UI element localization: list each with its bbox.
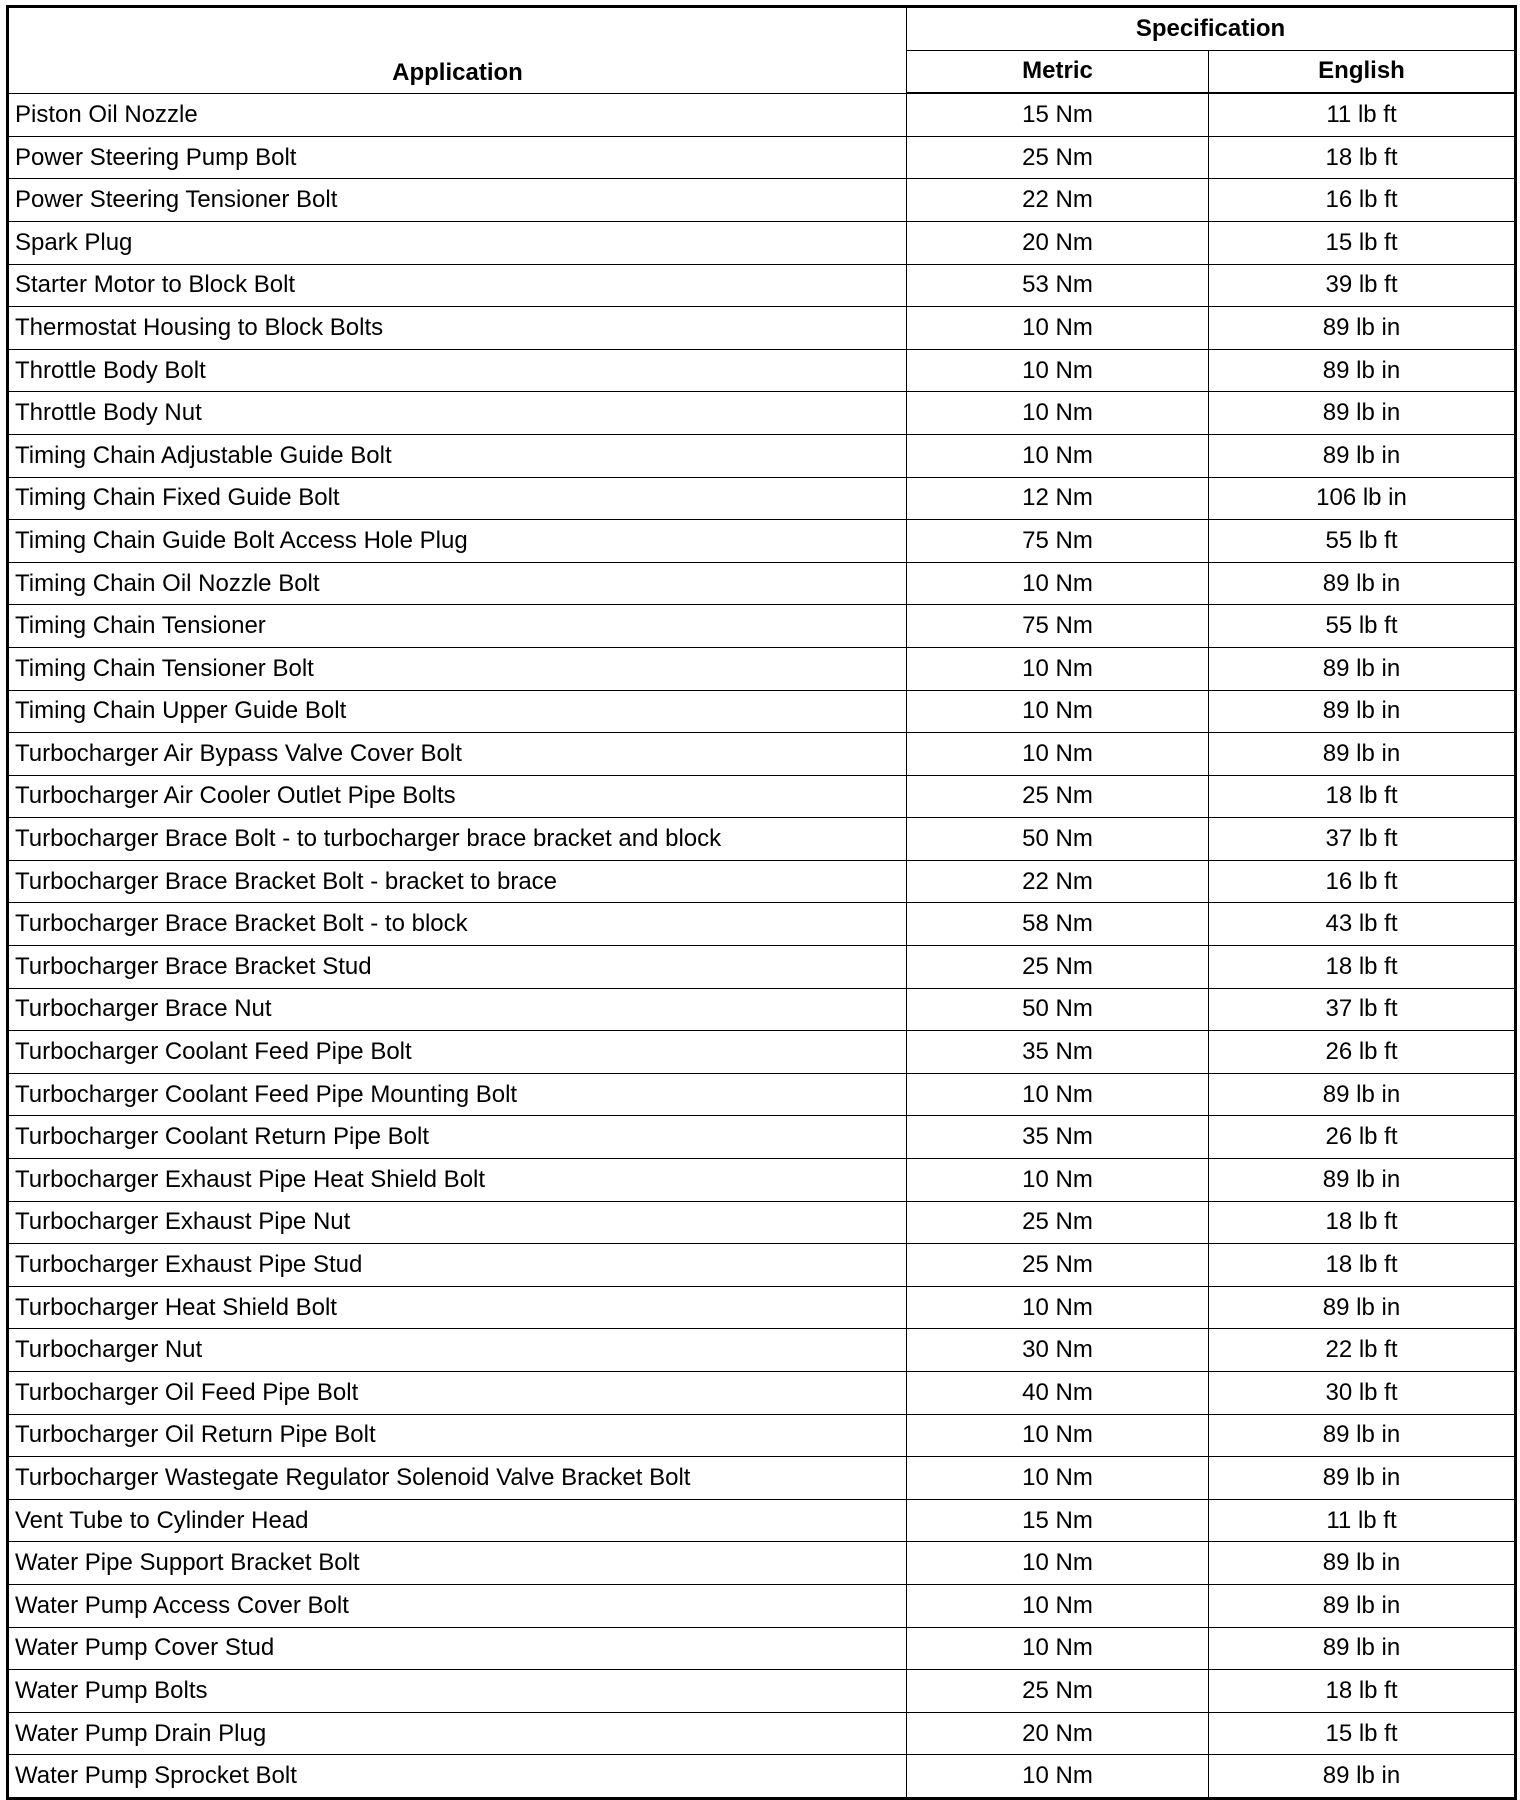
table-row <box>8 1584 1516 1627</box>
metric-cell: 25 Nm <box>907 1670 1209 1713</box>
table-row <box>8 1670 1516 1713</box>
english-cell: 11 lb ft <box>1209 1499 1516 1542</box>
english-cell: 15 lb ft <box>1209 1712 1516 1755</box>
metric-cell: 10 Nm <box>907 307 1209 350</box>
metric-cell: 10 Nm <box>907 1414 1209 1457</box>
metric-cell: 25 Nm <box>907 1201 1209 1244</box>
application-cell: Water Pump Access Cover Bolt <box>8 1584 907 1627</box>
application-cell: Starter Motor to Block Bolt <box>8 264 907 307</box>
english-cell: 18 lb ft <box>1209 1670 1516 1713</box>
metric-cell: 10 Nm <box>907 690 1209 733</box>
english-cell: 16 lb ft <box>1209 860 1516 903</box>
application-cell: Throttle Body Nut <box>8 392 907 435</box>
english-cell: 89 lb in <box>1209 733 1516 776</box>
application-cell: Turbocharger Exhaust Pipe Nut <box>8 1201 907 1244</box>
metric-cell: 10 Nm <box>907 1073 1209 1116</box>
application-cell: Turbocharger Coolant Return Pipe Bolt <box>8 1116 907 1159</box>
metric-cell: 40 Nm <box>907 1372 1209 1415</box>
header-application: Application <box>8 7 907 94</box>
english-cell: 18 lb ft <box>1209 1244 1516 1287</box>
application-cell: Timing Chain Fixed Guide Bolt <box>8 477 907 520</box>
english-cell: 55 lb ft <box>1209 520 1516 563</box>
table-header <box>8 7 1516 94</box>
application-cell: Timing Chain Tensioner <box>8 605 907 648</box>
metric-cell: 20 Nm <box>907 1712 1209 1755</box>
application-cell: Turbocharger Exhaust Pipe Heat Shield Bolt <box>8 1159 907 1202</box>
application-cell: Water Pump Bolts <box>8 1670 907 1713</box>
table-row <box>8 1627 1516 1670</box>
metric-cell: 10 Nm <box>907 733 1209 776</box>
table-row <box>8 1159 1516 1202</box>
metric-cell: 58 Nm <box>907 903 1209 946</box>
application-cell: Timing Chain Oil Nozzle Bolt <box>8 562 907 605</box>
application-cell: Power Steering Tensioner Bolt <box>8 179 907 222</box>
table-row <box>8 903 1516 946</box>
header-english: English <box>1209 50 1516 93</box>
table-row <box>8 1372 1516 1415</box>
english-cell: 37 lb ft <box>1209 818 1516 861</box>
table-row <box>8 946 1516 989</box>
table-row <box>8 1244 1516 1287</box>
application-cell: Throttle Body Bolt <box>8 349 907 392</box>
metric-cell: 10 Nm <box>907 1584 1209 1627</box>
table-row <box>8 1116 1516 1159</box>
metric-cell: 50 Nm <box>907 818 1209 861</box>
metric-cell: 15 Nm <box>907 1499 1209 1542</box>
application-cell: Turbocharger Wastegate Regulator Solenoid Valve Bracket Bolt <box>8 1457 907 1500</box>
table-body <box>8 93 1516 1798</box>
english-cell: 89 lb in <box>1209 1159 1516 1202</box>
table-row <box>8 93 1516 136</box>
english-cell: 18 lb ft <box>1209 775 1516 818</box>
application-cell: Power Steering Pump Bolt <box>8 136 907 179</box>
table-row <box>8 1286 1516 1329</box>
metric-cell: 25 Nm <box>907 775 1209 818</box>
english-cell: 89 lb in <box>1209 1627 1516 1670</box>
application-cell: Water Pump Cover Stud <box>8 1627 907 1670</box>
application-cell: Thermostat Housing to Block Bolts <box>8 307 907 350</box>
metric-cell: 50 Nm <box>907 988 1209 1031</box>
english-cell: 89 lb in <box>1209 647 1516 690</box>
english-cell: 106 lb in <box>1209 477 1516 520</box>
english-cell: 39 lb ft <box>1209 264 1516 307</box>
metric-cell: 10 Nm <box>907 1159 1209 1202</box>
table-row <box>8 1414 1516 1457</box>
table-row <box>8 562 1516 605</box>
english-cell: 22 lb ft <box>1209 1329 1516 1372</box>
english-cell: 89 lb in <box>1209 1542 1516 1585</box>
application-cell: Vent Tube to Cylinder Head <box>8 1499 907 1542</box>
application-cell: Spark Plug <box>8 221 907 264</box>
header-metric: Metric <box>907 50 1209 93</box>
english-cell: 18 lb ft <box>1209 136 1516 179</box>
application-cell: Turbocharger Heat Shield Bolt <box>8 1286 907 1329</box>
application-cell: Water Pipe Support Bracket Bolt <box>8 1542 907 1585</box>
english-cell: 26 lb ft <box>1209 1031 1516 1074</box>
table-row <box>8 1542 1516 1585</box>
table-row <box>8 477 1516 520</box>
table-row <box>8 1201 1516 1244</box>
table-row <box>8 349 1516 392</box>
metric-cell: 75 Nm <box>907 520 1209 563</box>
table-row <box>8 434 1516 477</box>
application-cell: Piston Oil Nozzle <box>8 93 907 136</box>
application-cell: Turbocharger Brace Bracket Bolt - to block <box>8 903 907 946</box>
application-cell: Turbocharger Oil Return Pipe Bolt <box>8 1414 907 1457</box>
table-row <box>8 136 1516 179</box>
table-row <box>8 392 1516 435</box>
application-cell: Timing Chain Upper Guide Bolt <box>8 690 907 733</box>
english-cell: 89 lb in <box>1209 349 1516 392</box>
table-row <box>8 221 1516 264</box>
metric-cell: 10 Nm <box>907 349 1209 392</box>
table-row <box>8 1073 1516 1116</box>
metric-cell: 10 Nm <box>907 647 1209 690</box>
header-specification: Specification <box>907 7 1516 51</box>
application-cell: Timing Chain Adjustable Guide Bolt <box>8 434 907 477</box>
english-cell: 89 lb in <box>1209 1584 1516 1627</box>
application-cell: Water Pump Sprocket Bolt <box>8 1755 907 1799</box>
table-row <box>8 988 1516 1031</box>
english-cell: 89 lb in <box>1209 1073 1516 1116</box>
application-cell: Turbocharger Brace Bolt - to turbocharger brace bracket and block <box>8 818 907 861</box>
metric-cell: 25 Nm <box>907 946 1209 989</box>
application-cell: Turbocharger Air Cooler Outlet Pipe Bolts <box>8 775 907 818</box>
application-cell: Turbocharger Coolant Feed Pipe Bolt <box>8 1031 907 1074</box>
application-cell: Timing Chain Guide Bolt Access Hole Plug <box>8 520 907 563</box>
table-row <box>8 733 1516 776</box>
metric-cell: 10 Nm <box>907 562 1209 605</box>
english-cell: 26 lb ft <box>1209 1116 1516 1159</box>
application-cell: Turbocharger Air Bypass Valve Cover Bolt <box>8 733 907 776</box>
table-row <box>8 775 1516 818</box>
english-cell: 89 lb in <box>1209 1457 1516 1500</box>
metric-cell: 10 Nm <box>907 434 1209 477</box>
metric-cell: 10 Nm <box>907 1755 1209 1799</box>
metric-cell: 10 Nm <box>907 1627 1209 1670</box>
metric-cell: 20 Nm <box>907 221 1209 264</box>
metric-cell: 30 Nm <box>907 1329 1209 1372</box>
table-row <box>8 1329 1516 1372</box>
english-cell: 43 lb ft <box>1209 903 1516 946</box>
metric-cell: 10 Nm <box>907 1286 1209 1329</box>
metric-cell: 53 Nm <box>907 264 1209 307</box>
english-cell: 55 lb ft <box>1209 605 1516 648</box>
metric-cell: 10 Nm <box>907 392 1209 435</box>
application-cell: Turbocharger Brace Bracket Stud <box>8 946 907 989</box>
application-cell: Turbocharger Exhaust Pipe Stud <box>8 1244 907 1287</box>
table-row <box>8 647 1516 690</box>
application-cell: Turbocharger Coolant Feed Pipe Mounting Bolt <box>8 1073 907 1116</box>
table-row <box>8 690 1516 733</box>
table-row <box>8 1712 1516 1755</box>
english-cell: 89 lb in <box>1209 1286 1516 1329</box>
table-row <box>8 179 1516 222</box>
metric-cell: 35 Nm <box>907 1031 1209 1074</box>
metric-cell: 25 Nm <box>907 1244 1209 1287</box>
metric-cell: 22 Nm <box>907 860 1209 903</box>
application-cell: Turbocharger Brace Bracket Bolt - bracket to brace <box>8 860 907 903</box>
metric-cell: 15 Nm <box>907 93 1209 136</box>
metric-cell: 10 Nm <box>907 1457 1209 1500</box>
metric-cell: 75 Nm <box>907 605 1209 648</box>
english-cell: 11 lb ft <box>1209 93 1516 136</box>
application-cell: Turbocharger Nut <box>8 1329 907 1372</box>
metric-cell: 25 Nm <box>907 136 1209 179</box>
table-row <box>8 1031 1516 1074</box>
english-cell: 30 lb ft <box>1209 1372 1516 1415</box>
table-row <box>8 605 1516 648</box>
header-row-top <box>8 7 1516 51</box>
table-row <box>8 264 1516 307</box>
torque-specification-table <box>6 5 1517 1800</box>
metric-cell: 12 Nm <box>907 477 1209 520</box>
english-cell: 16 lb ft <box>1209 179 1516 222</box>
english-cell: 89 lb in <box>1209 1755 1516 1799</box>
english-cell: 89 lb in <box>1209 1414 1516 1457</box>
english-cell: 89 lb in <box>1209 392 1516 435</box>
metric-cell: 22 Nm <box>907 179 1209 222</box>
english-cell: 89 lb in <box>1209 562 1516 605</box>
metric-cell: 10 Nm <box>907 1542 1209 1585</box>
english-cell: 89 lb in <box>1209 434 1516 477</box>
table-row <box>8 307 1516 350</box>
application-cell: Turbocharger Oil Feed Pipe Bolt <box>8 1372 907 1415</box>
table-row <box>8 520 1516 563</box>
metric-cell: 35 Nm <box>907 1116 1209 1159</box>
table-row <box>8 860 1516 903</box>
english-cell: 89 lb in <box>1209 307 1516 350</box>
english-cell: 15 lb ft <box>1209 221 1516 264</box>
application-cell: Timing Chain Tensioner Bolt <box>8 647 907 690</box>
english-cell: 89 lb in <box>1209 690 1516 733</box>
table-row <box>8 1457 1516 1500</box>
application-cell: Turbocharger Brace Nut <box>8 988 907 1031</box>
english-cell: 18 lb ft <box>1209 1201 1516 1244</box>
table-row <box>8 1499 1516 1542</box>
table-row <box>8 818 1516 861</box>
english-cell: 18 lb ft <box>1209 946 1516 989</box>
english-cell: 37 lb ft <box>1209 988 1516 1031</box>
application-cell: Water Pump Drain Plug <box>8 1712 907 1755</box>
